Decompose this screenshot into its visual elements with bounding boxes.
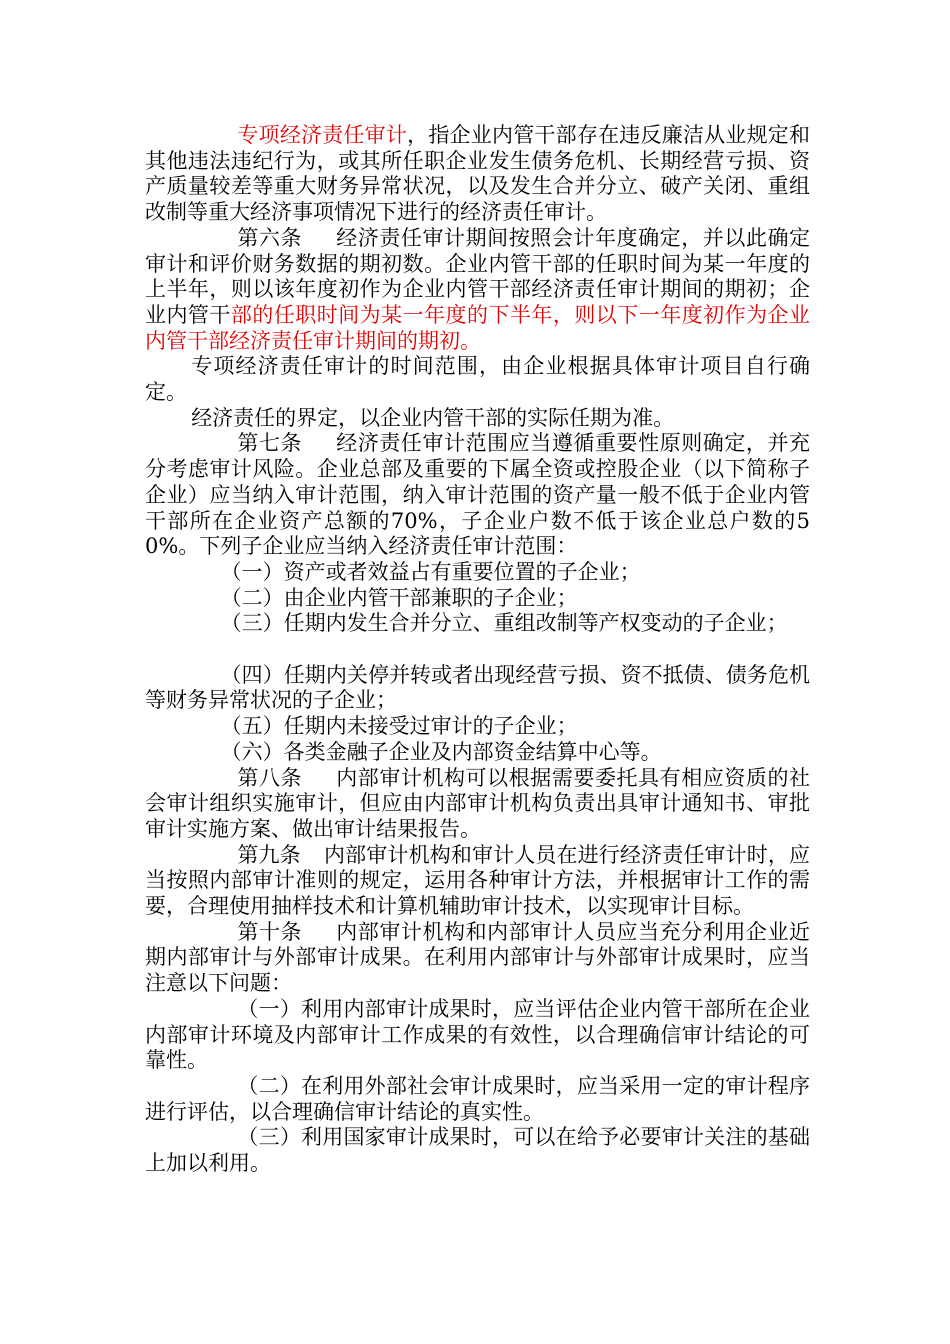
- list-item-1: （一）资产或者效益占有重要位置的子企业；: [220, 559, 641, 584]
- article-text: 内部审计机构和审计人员在进行经济责任审计时，应当按照内部审计准则的规定，运用各种审计方法，并根据审计工作的需要，合理使用抽样技术和计算机辅助审计技术，以实现审计目标。: [145, 842, 810, 919]
- article-label: 第八条: [237, 765, 303, 790]
- article-label: 第七条: [237, 431, 303, 456]
- highlighted-text: 部的任职时间为某一年度的下半年，则以下一年度初作为企业内管干部经济责任审计期间的期初。: [145, 302, 811, 353]
- blank-line: [145, 637, 810, 663]
- article-text: 经济责任审计范围应当遵循重要性原则确定，并充分考虑审计风险。企业总部及重要的下属全资或控股企业（以下简称子企业）应当纳入审计范围，纳入审计范围的资产量一般不低于企业内管干部所在企业资产总额的70%，子企业户数不低于该企业总户数的50%。下列子企业应当纳入经济责任审计范围：: [145, 431, 811, 559]
- list-item-6: （六）各类金融子企业及内部资金结算中心等。: [220, 739, 662, 764]
- article-10-item-3: （三）利用国家审计成果时，可以在给予必要审计关注的基础上加以利用。: [145, 1125, 810, 1176]
- article-text: 内部审计机构可以根据需要委托具有相应资质的社会审计组织实施审计，但应由内部审计机构负责出具审计通知书、审批审计实施方案、做出审计结果报告。: [145, 765, 811, 841]
- article-10-item-2: （二）在利用外部社会审计成果时，应当采用一定的审计程序进行评估，以合理确信审计结论的真实性。: [145, 1074, 810, 1124]
- article-10-item-1: （一）利用内部审计成果时，应当评估企业内管干部所在企业内部审计环境及内部审计工作成果的有效性，以合理确信审计结论的可靠性。: [145, 996, 810, 1073]
- document-body: [145, 123, 810, 1177]
- list-item-5: （五）任期内未接受过审计的子企业；: [220, 714, 578, 739]
- article-9: [145, 843, 810, 920]
- article-text: 经济责任审计期间按照会计年度确定，并以此确定审计和评价财务数据的期初数。企业内管干部的任职时间为某一年度的上半年，则以该年度初作为企业内管干部经济责任审计期间的期初；企业内管干: [145, 225, 811, 327]
- article-6: [145, 226, 810, 355]
- article-10: [145, 920, 810, 997]
- paragraph-responsibility-definition: 经济责任的界定，以企业内管干部的实际任期为准。: [191, 405, 675, 430]
- highlighted-term: 专项经济责任审计: [237, 123, 408, 147]
- article-label: 第十条: [237, 919, 303, 944]
- article-label: 第九条: [237, 842, 301, 867]
- article-label: 第六条: [237, 225, 303, 250]
- paragraph-special-audit-definition: [145, 123, 810, 226]
- article-7: [145, 431, 810, 560]
- list-item-4: （四）任期内关停并转或者出现经营亏损、资不抵债、债务危机等财务异常状况的子企业；: [145, 662, 810, 713]
- article-text: 内部审计机构和内部审计人员应当充分利用企业近期内部审计与外部审计成果。在利用内部审计与外部审计成果时，应当注意以下问题：: [145, 919, 811, 996]
- article-8: [145, 766, 810, 843]
- list-item-2: （二）由企业内管干部兼职的子企业；: [220, 585, 578, 610]
- list-item-3: （三）任期内发生合并分立、重组改制等产权变动的子企业；: [220, 611, 788, 636]
- paragraph-special-audit-period: 专项经济责任审计的时间范围，由企业根据具体审计项目自行确定。: [145, 354, 810, 405]
- paragraph-text: ，指企业内管干部存在违反廉洁从业规定和其他违法违纪行为，或其所任职企业发生债务危机、长期经营亏损、资产质量较差等重大财务异常状况，以及发生合并分立、破产关闭、重组改制等重大经济事项情况下进行的经济责任审计。: [145, 123, 811, 225]
